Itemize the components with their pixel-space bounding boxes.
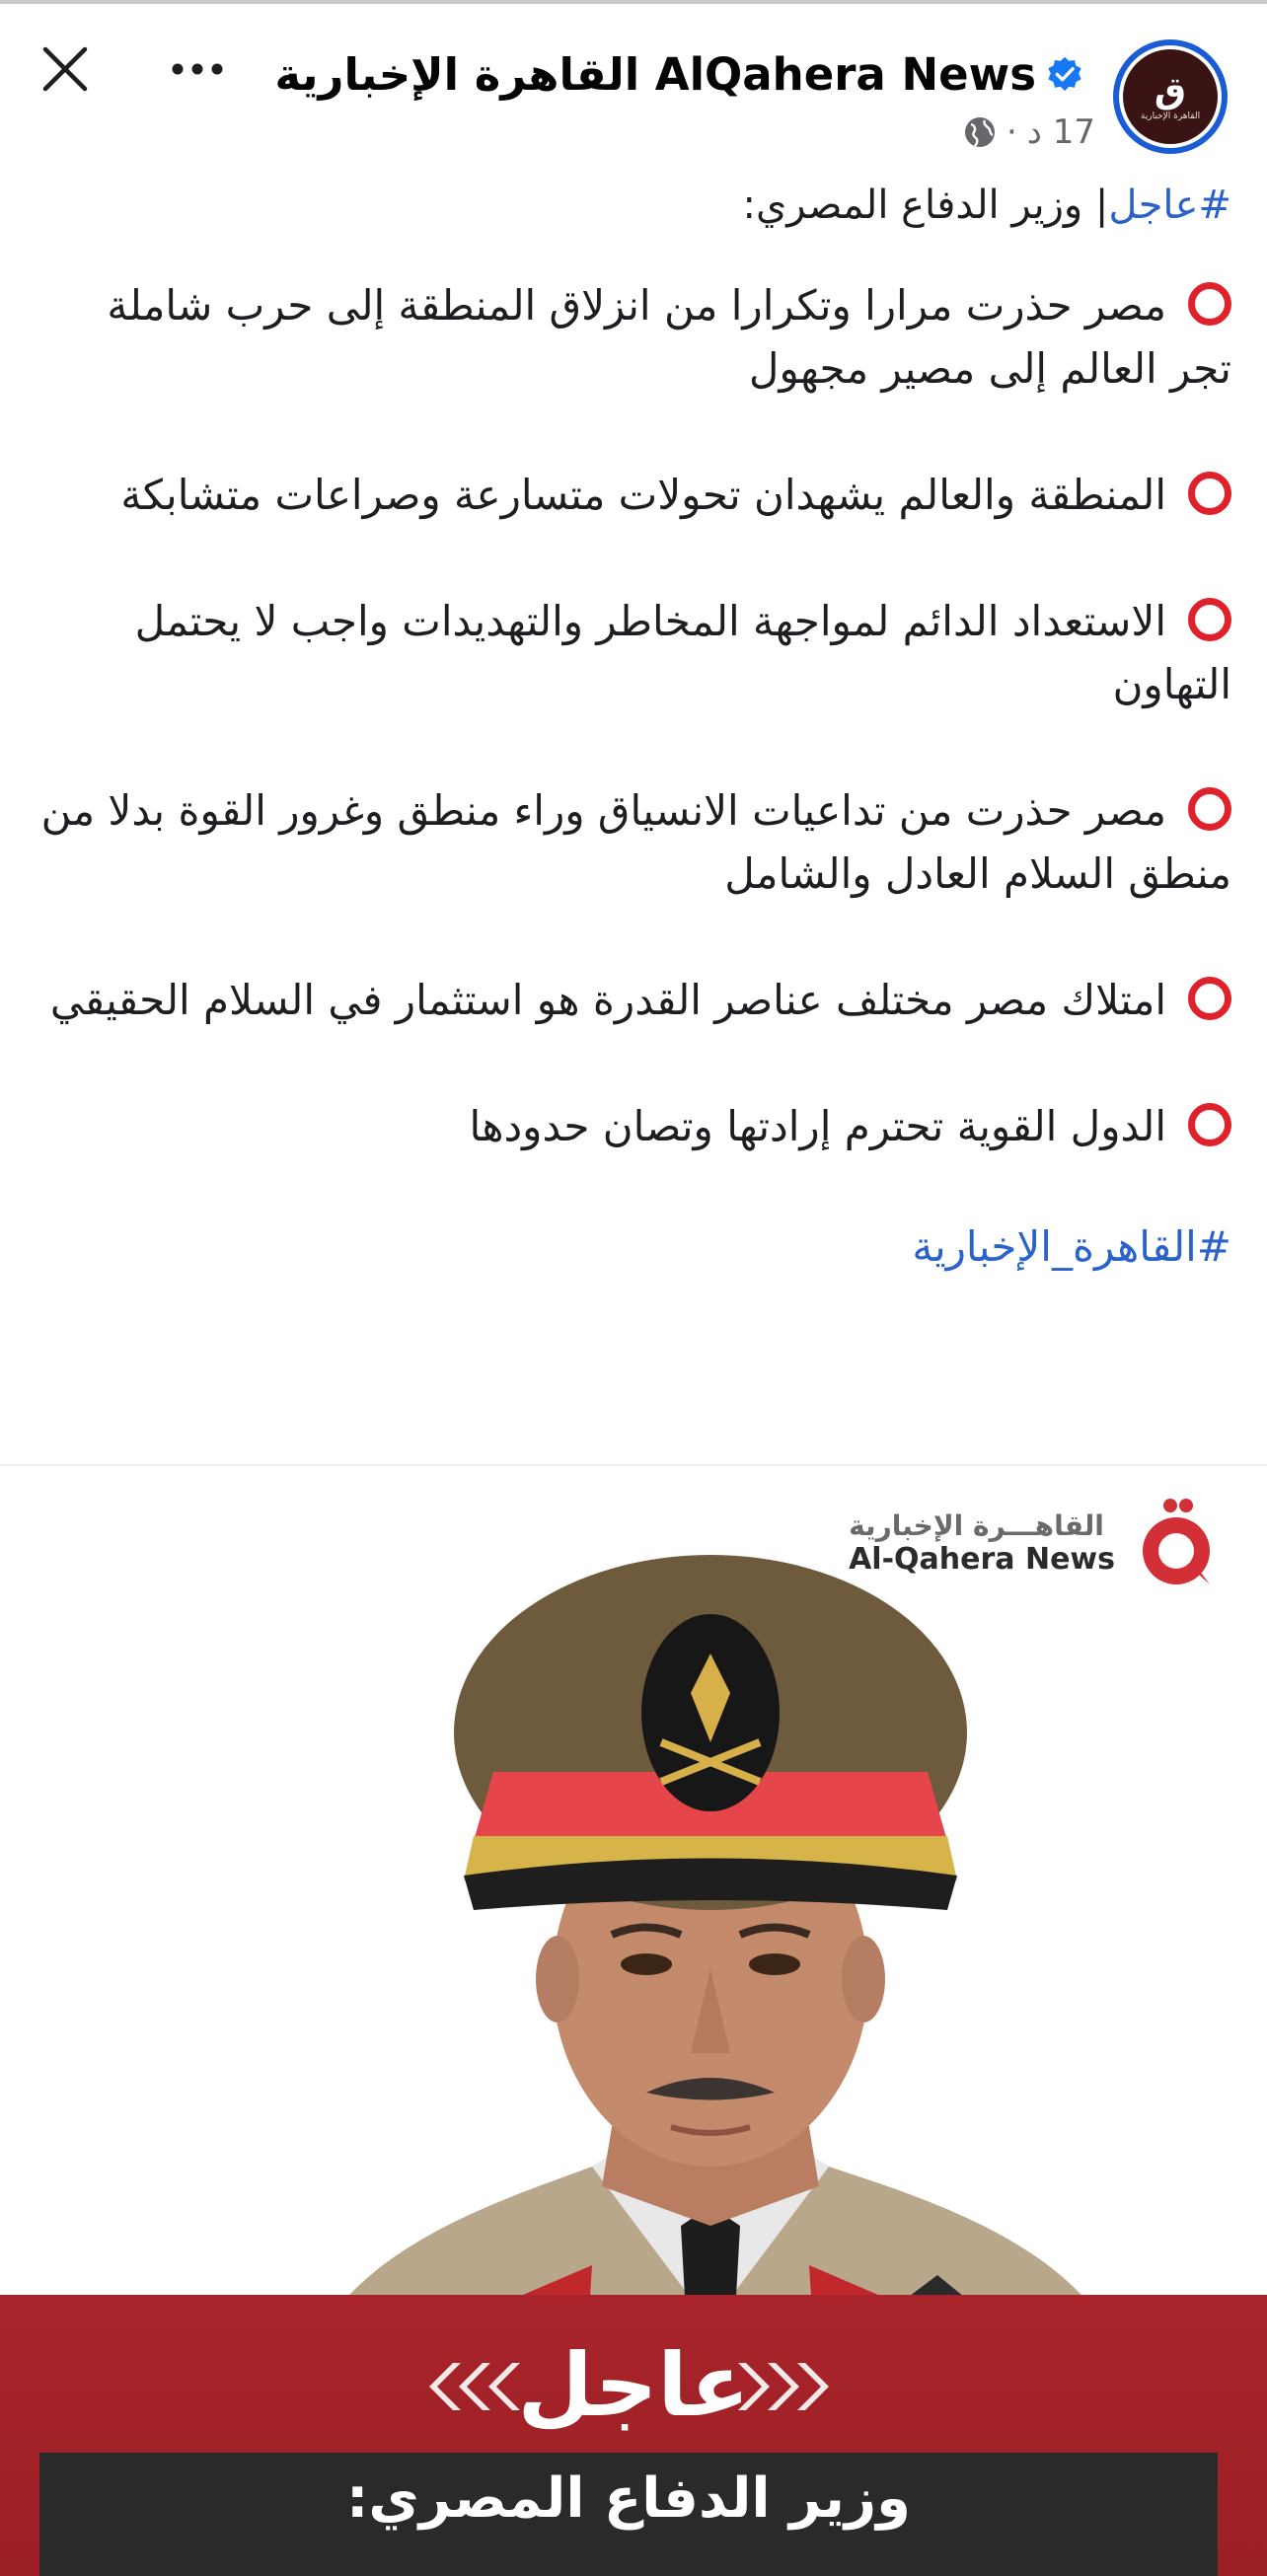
- close-button[interactable]: [36, 39, 95, 99]
- hashtag-channel[interactable]: #القاهرة_الإخبارية: [912, 1222, 1231, 1271]
- bullet-item: [39, 590, 1231, 716]
- post-meta: [963, 109, 1095, 156]
- image-headline: وزير الدفاع المصري:: [346, 2466, 911, 2531]
- close-icon: [36, 39, 95, 99]
- bullet-item: [39, 274, 1231, 401]
- top-divider: [0, 0, 1267, 4]
- red-circle-icon: [1188, 282, 1231, 326]
- bullet-text: امتلاك مصر مختلف عناصر القدرة هو استثمار في السلام الحقيقي: [49, 976, 1166, 1024]
- more-options-button[interactable]: [166, 47, 229, 91]
- verified-badge-icon: [1046, 55, 1083, 93]
- bullet-text: مصر حذرت مرارا وتكرارا من انزلاق المنطقة إلى حرب شاملة تجر العالم إلى مصير مجهول: [107, 281, 1231, 393]
- bullet-item: [39, 464, 1231, 527]
- bullet-item: [39, 779, 1231, 906]
- red-circle-icon: [1188, 472, 1231, 515]
- meta-dot: ·: [1006, 112, 1017, 152]
- bullet-text: المنطقة والعالم يشهدان تحولات متسارعة وصراعات متشابكة: [120, 471, 1166, 519]
- chevrons-right-icon: [730, 2357, 839, 2416]
- post-body: [39, 176, 1231, 1320]
- avatar-letter: ق: [1154, 70, 1187, 111]
- brand-logo: [849, 1496, 1224, 1590]
- red-circle-icon: [1188, 787, 1231, 831]
- post-title: [39, 176, 1231, 235]
- headline-box: [39, 2453, 1218, 2576]
- urgent-label: عاجل: [517, 2334, 750, 2436]
- bullet-item: [39, 1095, 1231, 1158]
- post-time[interactable]: 17 د: [1026, 112, 1095, 152]
- brand-english: Al-Qahera News: [849, 1542, 1115, 1577]
- page-avatar[interactable]: [1113, 39, 1228, 154]
- red-circle-icon: [1188, 1103, 1231, 1146]
- post-image[interactable]: [0, 1466, 1267, 2576]
- bullet-item: [39, 969, 1231, 1032]
- title-separator: |: [1094, 183, 1109, 228]
- bullet-text: الاستعداد الدائم لمواجهة المخاطر والتهديدات واجب لا يحتمل التهاون: [134, 597, 1231, 708]
- brand-arabic: القاهـــرة الإخبارية: [849, 1509, 1104, 1542]
- avatar-caption: القاهرة الإخبارية: [1140, 110, 1201, 121]
- brand-logo-icon: [1129, 1496, 1224, 1590]
- red-circle-icon: [1188, 977, 1231, 1020]
- hashtag-urgent[interactable]: #عاجل: [1108, 183, 1231, 228]
- bullet-text: مصر حذرت من تداعيات الانسياق وراء منطق وغرور القوة بدلا من منطق السلام العادل والشامل: [40, 786, 1231, 898]
- page-name[interactable]: AlQahera News القاهرة الإخبارية: [274, 47, 1036, 101]
- hashtag-line: [39, 1215, 1231, 1279]
- red-circle-icon: [1188, 598, 1231, 641]
- more-horizontal-icon: [166, 47, 229, 91]
- bullet-text: الدول القوية تحترم إرادتها وتصان حدودها: [469, 1102, 1166, 1150]
- post-title-text: وزير الدفاع المصري:: [742, 183, 1095, 228]
- page-name-row: [274, 39, 1083, 109]
- globe-icon: [963, 115, 997, 149]
